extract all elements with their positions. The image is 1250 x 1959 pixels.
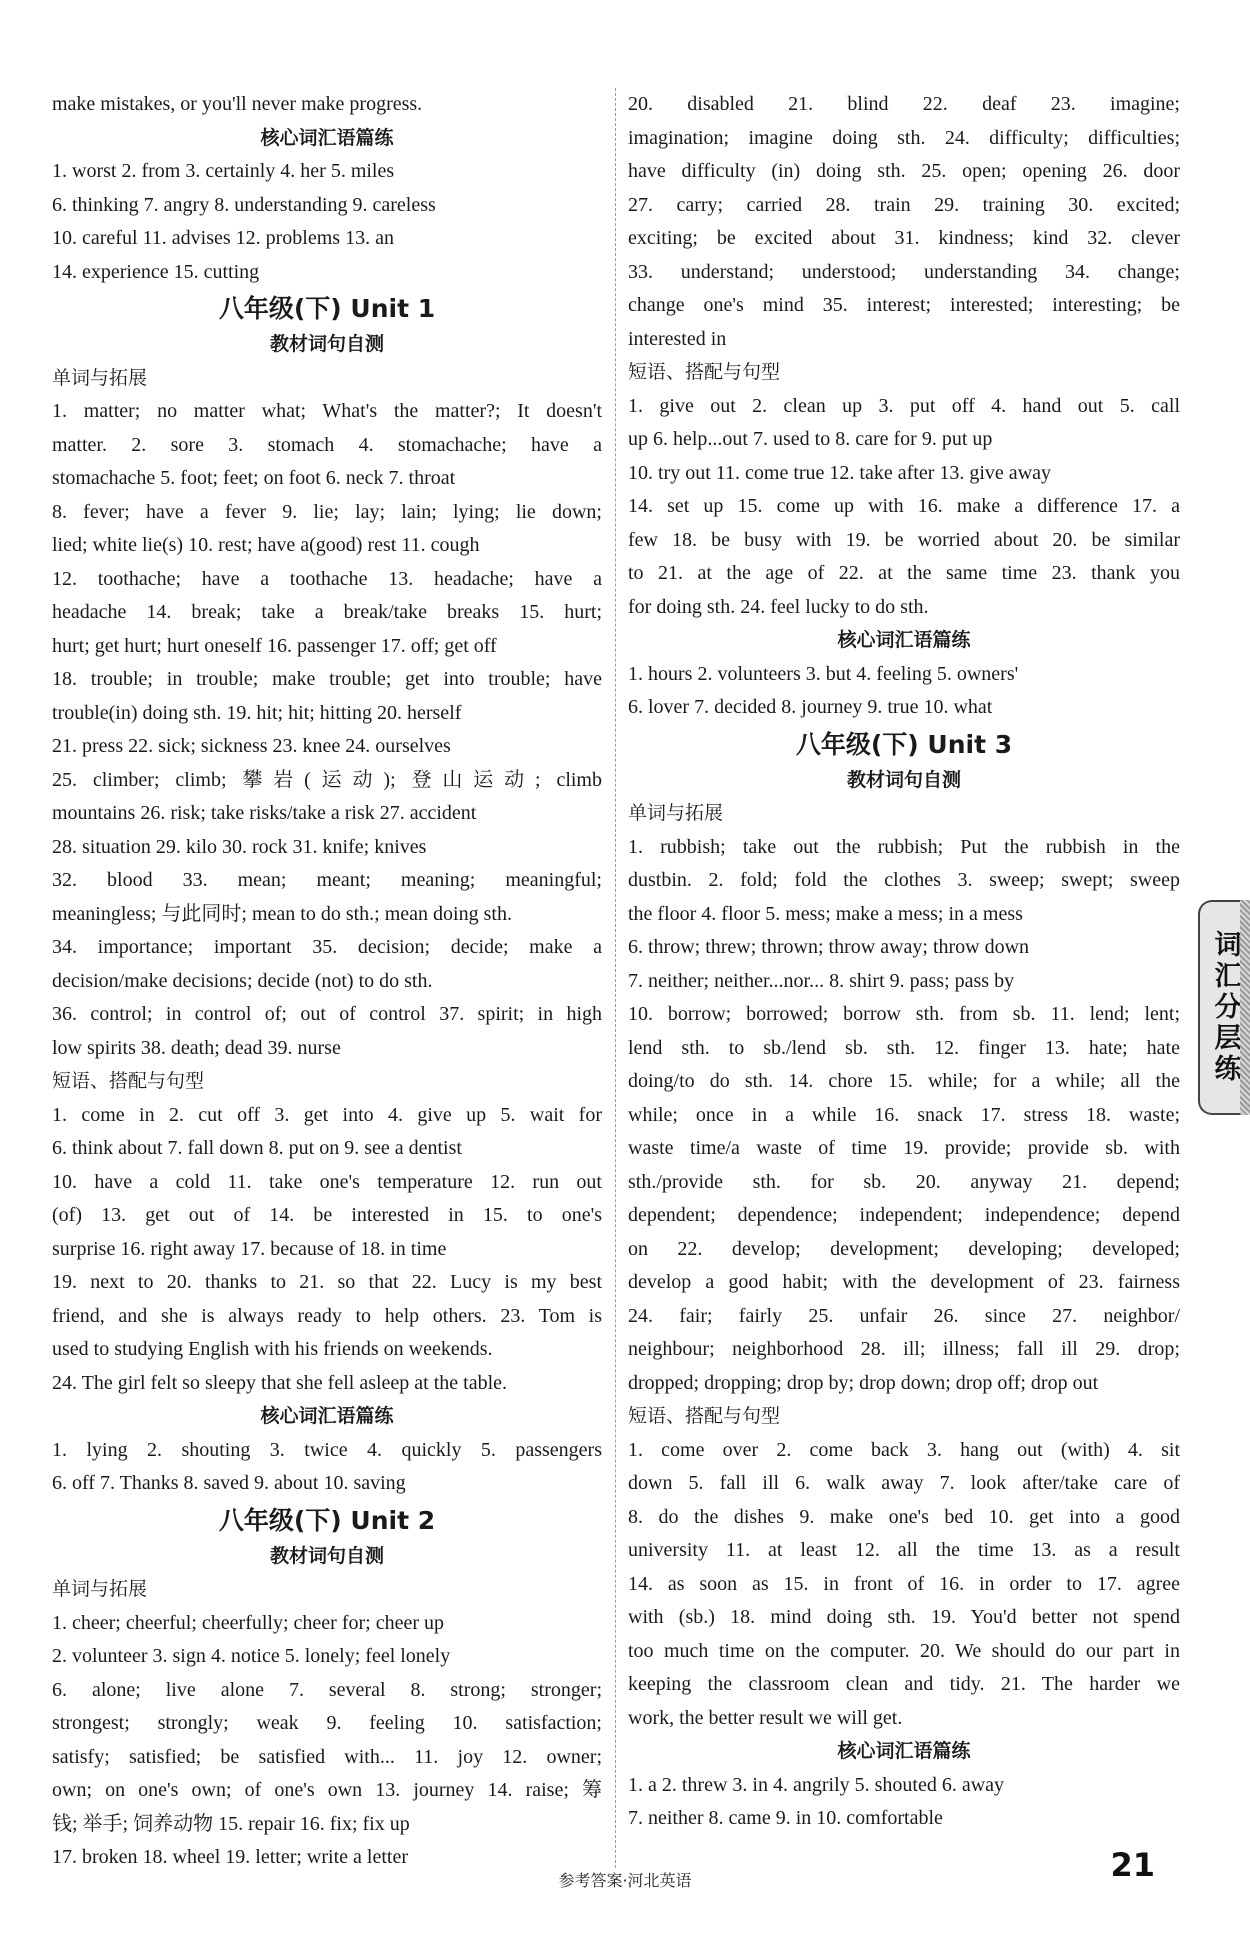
answer-line: make mistakes, or you'll never make progress. xyxy=(52,93,423,115)
section-heading: 核心词汇语篇练 xyxy=(837,1740,971,1762)
answer-line: 1. matter; no matter what; What's the matter?; It doesn't xyxy=(52,400,602,422)
answer-line: the floor 4. floor 5. mess; make a mess; in a mess xyxy=(628,902,1023,925)
page-number: 21 xyxy=(1110,1846,1155,1884)
answer-line: matter. 2. sore 3. stomach 4. stomachache; have a xyxy=(52,433,602,456)
answer-line: 10. careful 11. advises 12. problems 13. an xyxy=(52,227,394,249)
section-heading: 核心词汇语篇练 xyxy=(837,629,971,651)
answer-line: dustbin. 2. fold; fold the clothes 3. sweep; swept; sweep xyxy=(628,869,1180,891)
section-heading: 核心词汇语篇练 xyxy=(260,126,394,149)
answer-line: 6. think about 7. fall down 8. put on 9. see a dentist xyxy=(52,1137,462,1159)
answer-line: (of) 13. get out of 14. be interested in 15. to one's xyxy=(52,1204,602,1226)
answer-line: surprise 16. right away 17. because of 18. in time xyxy=(52,1237,447,1260)
unit-title: 八年级(下) Unit 3 xyxy=(795,729,1013,759)
answer-line: 14. as soon as 15. in front of 16. in order to 17. agree xyxy=(628,1572,1180,1595)
answer-line: 6. lover 7. decided 8. journey 9. true 10. what xyxy=(628,696,993,718)
answer-line: stomachache 5. foot; feet; on foot 6. neck 7. throat xyxy=(52,467,456,489)
answer-line: doing/to do sth. 14. chore 15. while; for a while; all the xyxy=(628,1070,1180,1092)
answer-line: 1. hours 2. volunteers 3. but 4. feeling 5. owners' xyxy=(628,662,1019,685)
answer-line: have difficulty (in) doing sth. 25. open; opening 26. door xyxy=(628,160,1180,182)
answer-line: 14. experience 15. cutting xyxy=(52,260,260,283)
side-tab-hatch xyxy=(1240,900,1250,1115)
answer-line: 1. rubbish; take out the rubbish; Put the rubbish in the xyxy=(628,835,1180,858)
answer-line: 32. blood 33. mean; meant; meaning; meaningful; xyxy=(52,869,602,891)
answer-line: satisfy; satisfied; be satisfied with... 11. joy 12. owner; xyxy=(52,1745,602,1768)
section-heading: 核心词汇语篇练 xyxy=(260,1405,394,1427)
answer-line: for doing sth. 24. feel lucky to do sth. xyxy=(628,595,929,618)
side-tab-label: 词汇分层练 xyxy=(1209,930,1241,1085)
section-heading: 教材词句自测 xyxy=(269,1544,384,1567)
answer-line: 6. throw; threw; thrown; throw away; throw down xyxy=(628,936,1030,958)
left-column xyxy=(52,88,602,1875)
subsection-heading: 单词与拓展 xyxy=(52,1578,148,1600)
answer-line: 18. trouble; in trouble; make trouble; get into trouble; have xyxy=(52,668,602,690)
answer-line: 10. borrow; borrowed; borrow sth. from sb. 11. lend; lent; xyxy=(628,1003,1180,1025)
answer-line: 33. understand; understood; understanding 34. change; xyxy=(628,260,1180,283)
answer-line: 7. neither 8. came 9. in 10. comfortable xyxy=(628,1807,943,1829)
answer-line: 24. fair; fairly 25. unfair 26. since 27. neighbor/ xyxy=(628,1304,1180,1327)
answer-line: interested in xyxy=(628,327,727,350)
subsection-heading: 单词与拓展 xyxy=(628,802,724,824)
answer-line: lied; white lie(s) 10. rest; have a(good) rest 11. cough xyxy=(52,534,480,556)
answer-line: 6. thinking 7. angry 8. understanding 9. careless xyxy=(52,193,436,216)
right-column xyxy=(628,88,1180,1836)
answer-line: hurt; get hurt; hurt oneself 16. passenger 17. off; get off xyxy=(52,634,497,657)
answer-line: on 22. develop; development; developing; developed; xyxy=(628,1237,1180,1260)
answer-line: 钱; 举手; 饲养动物 15. repair 16. fix; fix up xyxy=(52,1812,410,1835)
answer-line: imagination; imagine doing sth. 24. difficulty; difficulties; xyxy=(628,126,1180,149)
answer-line: few 18. be busy with 19. be worried about 20. be similar xyxy=(628,528,1180,551)
answer-line: headache 14. break; take a break/take breaks 15. hurt; xyxy=(52,601,602,623)
answer-line: 1. cheer; cheerful; cheerfully; cheer for; cheer up xyxy=(52,1611,444,1634)
answer-line: trouble(in) doing sth. 19. hit; hit; hitting 20. herself xyxy=(52,701,462,724)
answer-line: 10. try out 11. come true 12. take after 13. give away xyxy=(628,461,1052,484)
unit-title: 八年级(下) Unit 2 xyxy=(218,1505,436,1535)
answer-line: change one's mind 35. interest; interested; interesting; be xyxy=(628,294,1180,316)
answer-line: 21. press 22. sick; sickness 23. knee 24. ourselves xyxy=(52,735,451,757)
answer-line: decision/make decisions; decide (not) to do sth. xyxy=(52,969,433,992)
answer-line: sth./provide sth. for sb. 20. anyway 21. depend; xyxy=(628,1170,1180,1193)
answer-line: too much time on the computer. 20. We should do our part in xyxy=(628,1639,1180,1662)
answer-line: 28. situation 29. kilo 30. rock 31. knife; knives xyxy=(52,835,427,858)
answer-line: 6. alone; live alone 7. several 8. strong; stronger; xyxy=(52,1678,602,1701)
answer-line: 8. fever; have a fever 9. lie; lay; lain; lying; lie down; xyxy=(52,500,602,523)
answer-line: 25. climber; climb; 攀岩(运动); 登山运动; climb xyxy=(52,768,602,791)
answer-line: 1. come in 2. cut off 3. get into 4. give up 5. wait for xyxy=(52,1103,602,1126)
answer-line: 6. off 7. Thanks 8. saved 9. about 10. saving xyxy=(52,1472,406,1494)
answer-line: 7. neither; neither...nor... 8. shirt 9. pass; pass by xyxy=(628,969,1015,992)
answer-line: 8. do the dishes 9. make one's bed 10. get into a good xyxy=(628,1505,1180,1528)
answer-line: 14. set up 15. come up with 16. make a difference 17. a xyxy=(628,495,1180,517)
answer-line: 1. give out 2. clean up 3. put off 4. hand out 5. call xyxy=(628,394,1180,417)
subsection-heading: 短语、搭配与句型 xyxy=(628,1405,781,1427)
answer-line: 10. have a cold 11. take one's temperature 12. run out xyxy=(52,1170,602,1193)
answer-line: 19. next to 20. thanks to 21. so that 22. Lucy is my best xyxy=(52,1271,602,1293)
answer-line: 12. toothache; have a toothache 13. headache; have a xyxy=(52,567,602,590)
answer-line: 1. worst 2. from 3. certainly 4. her 5. miles xyxy=(52,160,395,182)
answer-line: 17. broken 18. wheel 19. letter; write a letter xyxy=(52,1846,408,1868)
answer-line: dependent; dependence; independent; independence; depend xyxy=(628,1204,1180,1226)
answer-line: 20. disabled 21. blind 22. deaf 23. imagine; xyxy=(628,93,1180,115)
answer-line: university 11. at least 12. all the time 13. as a result xyxy=(628,1539,1180,1561)
answer-line: friend, and she is always ready to help others. 23. Tom is xyxy=(52,1304,602,1327)
answer-line: dropped; dropping; drop by; drop down; drop off; drop out xyxy=(628,1371,1099,1394)
answer-line: 2. volunteer 3. sign 4. notice 5. lonely; feel lonely xyxy=(52,1645,451,1667)
answer-line: meaningless; 与此同时; mean to do sth.; mean doing sth. xyxy=(52,902,512,925)
subsection-heading: 短语、搭配与句型 xyxy=(628,361,781,383)
answer-line: mountains 26. risk; take risks/take a risk 27. accident xyxy=(52,802,477,824)
answer-line: keeping the classroom clean and tidy. 21. The harder we xyxy=(628,1673,1180,1695)
answer-line: 24. The girl felt so sleepy that she fell asleep at the table. xyxy=(52,1371,508,1394)
answer-line: while; once in a while 16. snack 17. stress 18. waste; xyxy=(628,1103,1180,1126)
answer-line: down 5. fall ill 6. walk away 7. look after/take care of xyxy=(628,1472,1180,1494)
section-heading: 教材词句自测 xyxy=(846,768,961,791)
answer-line: lend sth. to sb./lend sb. sth. 12. finger 13. hate; hate xyxy=(628,1036,1180,1059)
column-divider xyxy=(615,88,616,1868)
subsection-heading: 短语、搭配与句型 xyxy=(52,1070,205,1092)
answer-line: up 6. help...out 7. used to 8. care for 9. put up xyxy=(628,428,993,450)
answer-line: with (sb.) 18. mind doing sth. 19. You'd better not spend xyxy=(628,1606,1180,1628)
answer-line: 1. lying 2. shouting 3. twice 4. quickly 5. passengers xyxy=(52,1438,602,1461)
answer-line: to 21. at the age of 22. at the same time 23. thank you xyxy=(628,562,1180,584)
answer-line: 1. a 2. threw 3. in 4. angrily 5. shouted 6. away xyxy=(628,1773,1005,1796)
answer-line: used to studying English with his friends on weekends. xyxy=(52,1338,493,1360)
answer-line: own; on one's own; of one's own 13. journey 14. raise; 筹 xyxy=(52,1779,602,1801)
answer-line: 34. importance; important 35. decision; decide; make a xyxy=(52,936,602,958)
answer-line: neighbour; neighborhood 28. ill; illness; fall ill 29. drop; xyxy=(628,1338,1180,1360)
answer-line: work, the better result we will get. xyxy=(628,1706,903,1729)
section-heading: 教材词句自测 xyxy=(269,333,384,355)
answer-line: strongest; strongly; weak 9. feeling 10. satisfaction; xyxy=(52,1712,602,1734)
footer-text: 参考答案·河北英语 xyxy=(558,1871,692,1890)
answer-line: waste time/a waste of time 19. provide; provide sb. with xyxy=(628,1137,1180,1159)
answer-line: low spirits 38. death; dead 39. nurse xyxy=(52,1036,341,1059)
answer-line: 1. come over 2. come back 3. hang out (with) 4. sit xyxy=(628,1438,1180,1461)
subsection-heading: 单词与拓展 xyxy=(52,366,148,389)
answer-line: 36. control; in control of; out of control 37. spirit; in high xyxy=(52,1003,602,1025)
answer-line: 27. carry; carried 28. train 29. training 30. excited; xyxy=(628,193,1180,216)
unit-title: 八年级(下) Unit 1 xyxy=(218,294,436,323)
answer-line: develop a good habit; with the development of 23. fairness xyxy=(628,1271,1180,1293)
answer-line: exciting; be excited about 31. kindness; kind 32. clever xyxy=(628,227,1180,249)
